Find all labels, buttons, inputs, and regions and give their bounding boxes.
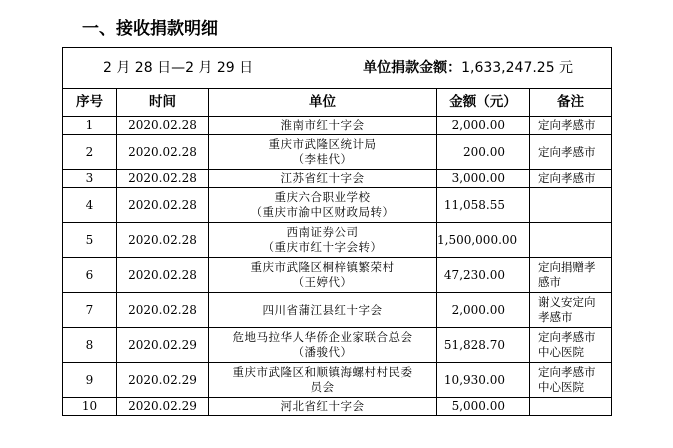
table-row bbox=[63, 293, 612, 328]
table-row bbox=[63, 135, 612, 170]
row-date: 2020.02.29 bbox=[117, 328, 209, 363]
note-line: 中心医院 bbox=[538, 345, 584, 359]
unit-line: 危地马拉华人华侨企业家联合总会 bbox=[232, 330, 413, 344]
row-note bbox=[530, 258, 612, 293]
row-note bbox=[530, 117, 612, 135]
note-line: 定向孝感市 bbox=[538, 365, 596, 379]
unit-line: （潘骏代） bbox=[292, 345, 353, 359]
unit-line: （重庆市红十字会转） bbox=[262, 240, 383, 254]
summary-row bbox=[63, 48, 612, 89]
table-row bbox=[63, 188, 612, 223]
column-header-row bbox=[63, 89, 612, 117]
note-line: 感市 bbox=[538, 275, 561, 289]
table-row bbox=[63, 223, 612, 258]
row-note bbox=[530, 188, 612, 223]
unit-line: （王婷代） bbox=[292, 275, 353, 289]
note-line: 定向孝感市 bbox=[538, 330, 596, 344]
unit-line: （李桂代） bbox=[292, 152, 353, 166]
row-date: 2020.02.28 bbox=[117, 135, 209, 170]
date-range: 2 月 28 日—2 月 29 日 bbox=[103, 59, 254, 76]
row-note bbox=[530, 135, 612, 170]
row-date: 2020.02.28 bbox=[117, 223, 209, 258]
row-amount: 2,000.00 bbox=[437, 117, 530, 135]
row-amount: 1,500,000.00 bbox=[437, 223, 530, 258]
row-note bbox=[530, 293, 612, 328]
total-value: 1,633,247.25 元 bbox=[461, 59, 574, 76]
table-row bbox=[63, 170, 612, 188]
unit-line: 重庆市武隆区统计局 bbox=[268, 137, 377, 151]
donation-table-wrapper bbox=[62, 47, 611, 416]
row-note bbox=[530, 363, 612, 398]
row-unit bbox=[209, 135, 437, 170]
col-header-no: 序号 bbox=[63, 89, 117, 117]
row-number: 6 bbox=[63, 258, 117, 293]
row-unit bbox=[209, 117, 437, 135]
note-line: 谢义安定向 bbox=[538, 295, 596, 309]
row-unit bbox=[209, 398, 437, 416]
row-note bbox=[530, 170, 612, 188]
unit-line: 重庆市武隆区桐梓镇繁荣村 bbox=[250, 260, 395, 274]
unit-line: 四川省蒲江县红十字会 bbox=[262, 302, 383, 317]
row-date: 2020.02.28 bbox=[117, 117, 209, 135]
unit-line: 西南证券公司 bbox=[286, 225, 359, 239]
note-line: 中心医院 bbox=[538, 380, 584, 394]
table-row bbox=[63, 328, 612, 363]
row-amount: 200.00 bbox=[437, 135, 530, 170]
col-header-amount: 金额（元） bbox=[437, 89, 530, 117]
row-date: 2020.02.28 bbox=[117, 170, 209, 188]
row-note bbox=[530, 223, 612, 258]
note-line: 定向孝感市 bbox=[538, 171, 596, 185]
row-amount: 47,230.00 bbox=[437, 258, 530, 293]
unit-line: 重庆六合职业学校 bbox=[274, 190, 371, 204]
col-header-date: 时间 bbox=[117, 89, 209, 117]
note-line: 定向孝感市 bbox=[538, 144, 596, 159]
row-number: 3 bbox=[63, 170, 117, 188]
row-amount: 3,000.00 bbox=[437, 170, 530, 188]
row-amount: 51,828.70 bbox=[437, 328, 530, 363]
row-note bbox=[530, 398, 612, 416]
row-unit bbox=[209, 363, 437, 398]
unit-line: 员会 bbox=[310, 380, 335, 394]
total-amount bbox=[363, 61, 573, 76]
unit-line: 重庆市武隆区和顺镇海螺村村民委 bbox=[232, 365, 413, 379]
col-header-unit: 单位 bbox=[209, 89, 437, 117]
row-amount: 2,000.00 bbox=[437, 293, 530, 328]
row-number: 8 bbox=[63, 328, 117, 363]
row-amount: 11,058.55 bbox=[437, 188, 530, 223]
note-line: 定向捐赠孝 bbox=[538, 260, 596, 274]
note-line: 定向孝感市 bbox=[538, 118, 596, 132]
row-unit bbox=[209, 223, 437, 258]
note-line: 孝感市 bbox=[538, 310, 573, 324]
row-number: 7 bbox=[63, 293, 117, 328]
table-row bbox=[63, 117, 612, 135]
row-number: 10 bbox=[63, 398, 117, 416]
row-amount: 5,000.00 bbox=[437, 398, 530, 416]
col-header-note: 备注 bbox=[530, 89, 612, 117]
row-unit bbox=[209, 328, 437, 363]
row-amount: 10,930.00 bbox=[437, 363, 530, 398]
row-date: 2020.02.29 bbox=[117, 398, 209, 416]
row-date: 2020.02.28 bbox=[117, 293, 209, 328]
row-unit bbox=[209, 188, 437, 223]
table-row bbox=[63, 398, 612, 416]
row-note bbox=[530, 328, 612, 363]
row-number: 5 bbox=[63, 223, 117, 258]
row-unit bbox=[209, 258, 437, 293]
donation-table bbox=[62, 47, 612, 416]
row-number: 9 bbox=[63, 363, 117, 398]
unit-line: 河北省红十字会 bbox=[280, 399, 365, 413]
row-unit bbox=[209, 293, 437, 328]
row-date: 2020.02.28 bbox=[117, 258, 209, 293]
row-date: 2020.02.28 bbox=[117, 188, 209, 223]
row-unit bbox=[209, 170, 437, 188]
unit-line: 江苏省红十字会 bbox=[280, 171, 365, 185]
row-date: 2020.02.29 bbox=[117, 363, 209, 398]
table-row bbox=[63, 258, 612, 293]
row-number: 4 bbox=[63, 188, 117, 223]
row-number: 2 bbox=[63, 135, 117, 170]
table-row bbox=[63, 363, 612, 398]
section-title: 一、接收捐款明细 bbox=[82, 19, 218, 39]
unit-line: （重庆市渝中区财政局转） bbox=[250, 205, 395, 219]
row-number: 1 bbox=[63, 117, 117, 135]
unit-line: 淮南市红十字会 bbox=[280, 118, 365, 132]
total-label: 单位捐款金额： bbox=[363, 59, 462, 76]
